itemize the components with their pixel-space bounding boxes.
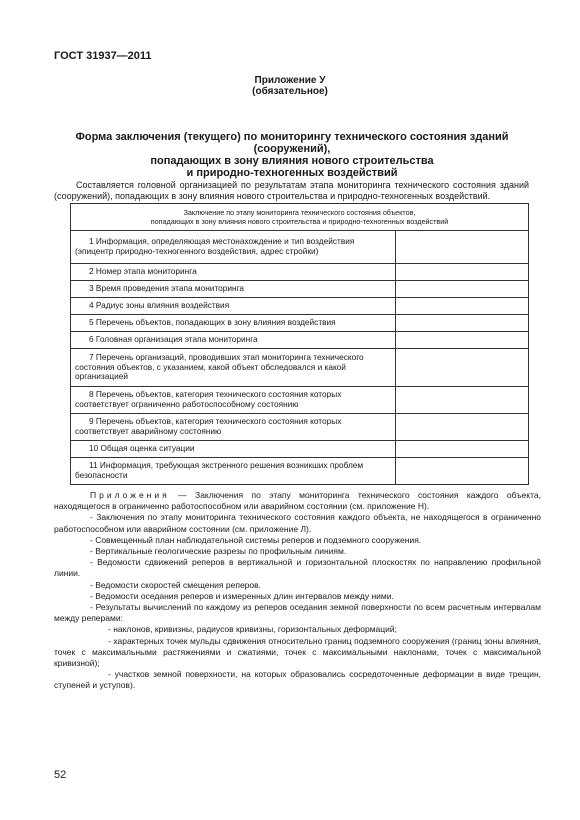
table-row (71, 332, 529, 349)
appendix-status: (обязательное) (252, 86, 328, 97)
form-heading (54, 131, 530, 179)
note-item: - Результаты вычислений по каждому из реперов оседания земной поверхности по всем расчетным интервалам между реперами: (54, 602, 541, 624)
note-subitem: - наклонов, кривизны, радиусов кривизны, горизонтальных деформаций; (108, 624, 397, 635)
standard-designation: ГОСТ 31937—2011 (54, 50, 152, 62)
appendices-notes (54, 490, 541, 692)
row-value-cell (396, 281, 529, 298)
row-label: 9 Перечень объектов, категория технического состояния которых соответствует аварийному состоянию (71, 414, 396, 441)
row-value-cell (396, 387, 529, 414)
notes-lead (54, 490, 541, 512)
row-value-cell (396, 231, 529, 264)
page-number: 52 (54, 769, 67, 781)
table-header-line-2: попадающих в зону влияния нового строительства и природно-техногенных воздействий (150, 217, 449, 226)
note-subitem: - участков земной поверхности, на которых образовались сосредоточенные деформации в виде трещин, ступеней и уступов). (54, 669, 541, 691)
note-item: - Ведомости скоростей смещения реперов. (90, 579, 262, 590)
table-row (71, 458, 529, 485)
table-row (71, 349, 529, 387)
heading-line-3: и природно-техногенных воздействий (186, 167, 398, 179)
note-item: - Совмещенный план наблюдательной системы реперов и подземного сооружения. (90, 534, 422, 545)
conclusion-form-table (70, 203, 529, 485)
appendix-header (0, 75, 580, 97)
note-item: - Заключения по этапу мониторинга технического состояния каждого объекта, не находящегося в ограниченно работоспособном или аварийном состоянии (см. приложение Л). (54, 512, 541, 534)
table-header (71, 204, 529, 231)
row-value-cell (396, 298, 529, 315)
row-label: 1 Информация, определяющая местонахождение и тип воздействия (эпицентр природно-техногенного воздействия, адрес стройки) (71, 231, 396, 264)
row-value-cell (396, 264, 529, 281)
row-label: 8 Перечень объектов, категория технического состояния которых соответствует ограниченно работоспособному состоянию (71, 387, 396, 414)
note-subitem: - характерных точек мульды сдвижения относительно границ подземного сооружения (границ зоны влияния, точек с максимальными растяжениями и сжатиями, точек с максимальными наклонами, точек с максимальной кривизной); (54, 635, 541, 669)
note-item: - Ведомости оседания реперов и измеренных длин интервалов между ними. (90, 590, 394, 601)
row-label: 10 Общая оценка ситуации (71, 441, 396, 458)
row-value-cell (396, 441, 529, 458)
table-row (71, 298, 529, 315)
notes-lead-text: — Заключения по этапу мониторинга технического состояния каждого объекта, находящегося в ограниченно работоспособном или аварийном состоянии (см. приложение Н). (54, 490, 541, 512)
row-label: 3 Время проведения этапа мониторинга (71, 281, 396, 298)
table-row (71, 281, 529, 298)
table-row (71, 264, 529, 281)
row-label: 11 Информация, требующая экстренного решения возникших проблем безопасности (71, 458, 396, 485)
row-value-cell (396, 414, 529, 441)
row-value-cell (396, 349, 529, 387)
row-value-cell (396, 332, 529, 349)
row-label: 2 Номер этапа мониторинга (71, 264, 396, 281)
heading-line-2: попадающих в зону влияния нового строительства (150, 155, 434, 167)
table-row (71, 231, 529, 264)
table-row (71, 441, 529, 458)
row-label: 6 Головная организация этапа мониторинга (71, 332, 396, 349)
heading-line-1: Форма заключения (текущего) по мониторингу технического состояния зданий (сооружений), (75, 131, 509, 155)
table-row (71, 387, 529, 414)
appendix-title: Приложение У (254, 75, 326, 86)
row-label: 5 Перечень объектов, попадающих в зону влияния воздействия (71, 315, 396, 332)
intro-paragraph: Составляется головной организацией по результатам этапа мониторинга технического состояния зданий (сооружений), попадающих в зону влияния нового строительства и природно-техногенных воздействий. (54, 180, 529, 201)
table-row (71, 315, 529, 332)
table-header-line-1: Заключение по этапу мониторинга технического состояния объектов, (183, 208, 416, 217)
notes-label: Приложения (90, 490, 170, 500)
row-label: 7 Перечень организаций, проводивших этап мониторинга технического состояния объектов, с указанием, какой объект обследовался и какой организацией (71, 349, 396, 387)
row-value-cell (396, 458, 529, 485)
row-label: 4 Радиус зоны влияния воздействия (71, 298, 396, 315)
row-value-cell (396, 315, 529, 332)
table-row (71, 414, 529, 441)
note-item: - Ведомости сдвижений реперов в вертикальной и горизонтальной плоскостях по направлению профильной линии. (54, 557, 541, 579)
note-item: - Вертикальные геологические разрезы по профильным линиям. (90, 546, 347, 557)
